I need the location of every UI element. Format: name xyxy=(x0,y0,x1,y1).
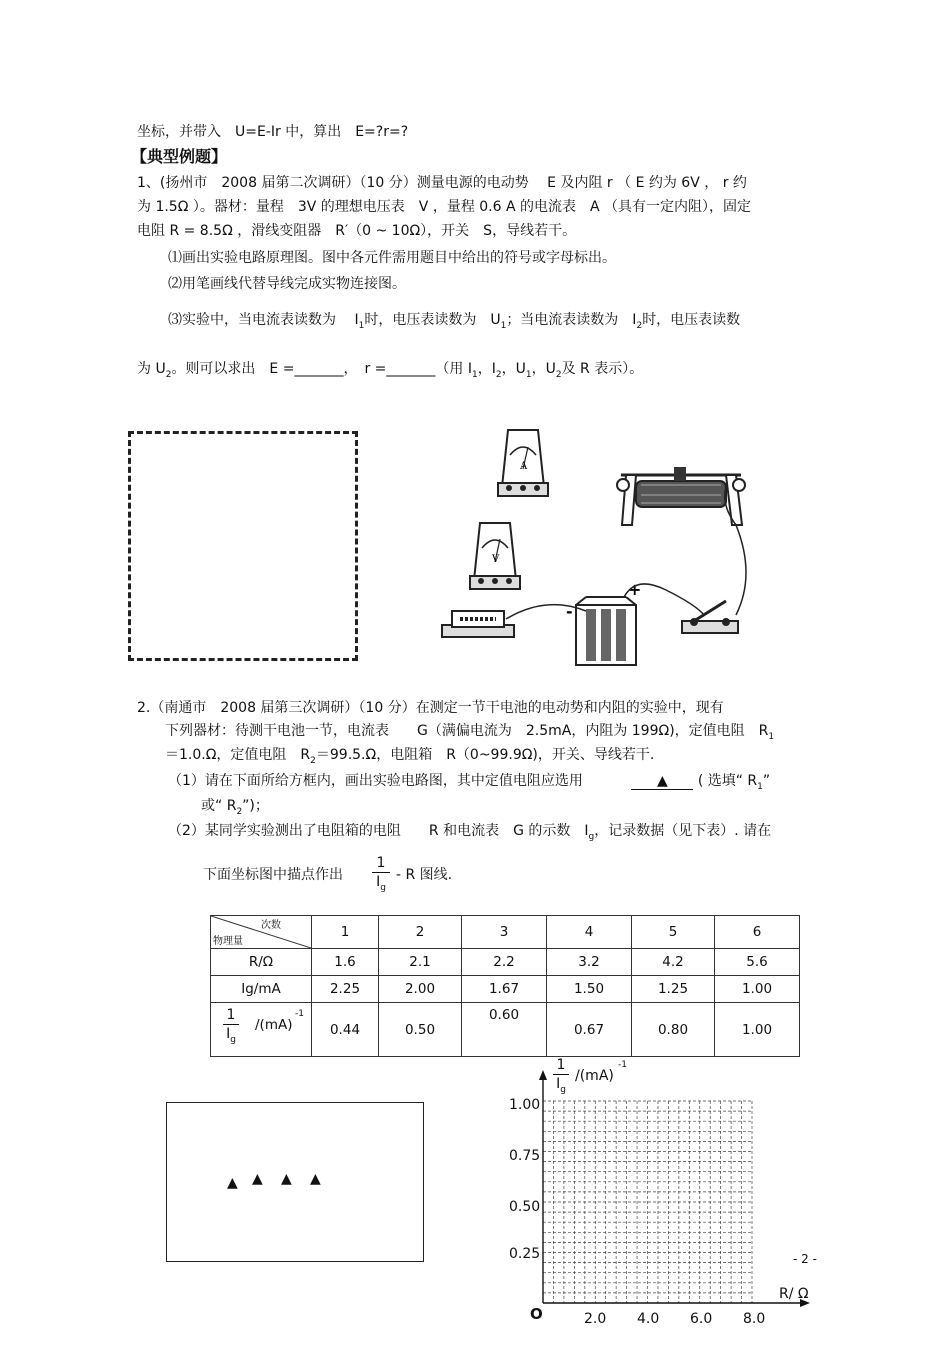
table-cell: 1.25 xyxy=(632,976,715,1003)
q1-sub3-line2: 为 $U_2$。则可以求出 E =_______， r =_______（用 $I_1$，$I_2$，$U_1$，$U_2$及 R 表示）。 xyxy=(137,361,644,380)
table-cell: 0.80 xyxy=(632,1003,715,1057)
row-label: R/Ω xyxy=(211,949,312,976)
row-label: Ig/mA xyxy=(211,976,312,1003)
table-cell: 2.2 xyxy=(462,949,547,976)
table-cell: 2.25 xyxy=(312,976,379,1003)
apparatus-illustration xyxy=(436,425,766,675)
q2-sub1-blank: ▲ xyxy=(631,773,693,790)
voltmeter-label: V xyxy=(492,554,500,565)
page-number: - 2 - xyxy=(793,1252,817,1266)
row3-unit: /(mA) xyxy=(255,1017,293,1033)
y-tick-label: 1.00 xyxy=(509,1097,541,1113)
triangle-icon: ▲ xyxy=(281,1171,292,1187)
battery-minus-label: - xyxy=(566,602,573,621)
table-row xyxy=(211,976,800,1003)
table-cell: 0.67 xyxy=(547,1003,632,1057)
q2-sub1-line2: 或“ $R_2$”)； xyxy=(201,798,269,817)
table-header-cell: 5 xyxy=(632,916,715,949)
y-tick-label: 0.75 xyxy=(509,1148,541,1164)
table-header-cell: 4 xyxy=(547,916,632,949)
table-cell: 2.00 xyxy=(379,976,462,1003)
grid-y-label-fraction: $\frac{1}{I_g}$ xyxy=(553,1056,569,1099)
q2-line1: 2.（南通市 2008 届第三次调研）（10 分）在测定一节干电池的电动势和内阻的实验中，现有 xyxy=(137,700,724,716)
table-cell: 0.60 xyxy=(462,1003,547,1057)
table-cell: 1.6 xyxy=(312,949,379,976)
origin-label: O xyxy=(530,1305,543,1323)
data-table xyxy=(210,915,800,1057)
q2-sub2-line2a: 下面坐标图中描点作出 xyxy=(203,867,343,883)
q2-line3: ＝1.0.Ω，定值电阻 $R_2=99.5.\Omega$，电阻箱 R（0~99.9Ω)，开关、导线若干. xyxy=(165,747,655,766)
ammeter-label: A xyxy=(520,461,528,472)
q1-line2: 为 1.5Ω ）。器材：量程 3V 的理想电压表 V ，量程 0.6 A 的电流表 A （具有一定内阻），固定 xyxy=(137,199,752,215)
q2-sub1-line1: （1）请在下面所给方框内，画出实验电路图，其中定值电阻应选用 ▲ ( 选填“ $R_1$” xyxy=(168,773,771,792)
section-title: 【典型例题】 xyxy=(131,147,228,166)
q1-line1: 1、(扬州市 2008 届第二次调研）（10 分）测量电源的电动势 E 及内阻 r （ E 约为 6V ， r 约 xyxy=(137,175,747,191)
fixed-resistor-icon xyxy=(442,611,514,637)
q2-fraction: $\frac{1}{I_g}$ xyxy=(372,854,390,897)
graph-grid xyxy=(530,1068,820,1308)
row3-fraction: $\frac{1}{I_g}$ xyxy=(223,1006,239,1049)
table-row xyxy=(211,949,800,976)
table-cell: 5.6 xyxy=(715,949,800,976)
triangle-icon: ▲ xyxy=(252,1171,263,1187)
q2-line2: 下列器材：待测干电池一节，电流表 G（满偏电流为 2.5mA，内阻为 199Ω)，定值电阻 $R_1$ xyxy=(165,723,775,742)
row-label xyxy=(211,1003,312,1057)
grid-y-exp: -1 xyxy=(618,1060,627,1070)
table-corner-cell xyxy=(211,916,312,949)
table-cell: 1.67 xyxy=(462,976,547,1003)
q2-sub2-line2b: - R 图线. xyxy=(396,867,453,883)
grid-y-unit: /(mA) xyxy=(575,1068,614,1084)
table-row xyxy=(211,1003,800,1057)
y-tick-label: 0.25 xyxy=(509,1246,541,1262)
x-tick-label: 4.0 xyxy=(637,1311,660,1327)
circuit-drawing-box xyxy=(128,431,358,661)
q1-line3: 电阻 R = 8.5Ω ，滑线变阻器 R′（0 ~ 10Ω），开关 S，导线若干。 xyxy=(137,223,577,239)
rheostat-icon xyxy=(617,467,745,525)
table-cell: 2.1 xyxy=(379,949,462,976)
q1-sub3-line1: ⑶实验中，当电流表读数为 $I_1$时，电压表读数为 $U_1$；当电流表读数为 $I_2$时，电压表读数 xyxy=(168,312,741,331)
table-cell: 1.50 xyxy=(547,976,632,1003)
table-header-cell: 3 xyxy=(462,916,547,949)
switch-icon xyxy=(682,601,738,633)
x-tick-label: 2.0 xyxy=(584,1311,607,1327)
q1-sub1: ⑴画出实验电路原理图。图中各元件需用题目中给出的符号或字母标出。 xyxy=(168,250,616,266)
battery-plus-label: + xyxy=(628,580,642,599)
table-cell: 3.2 xyxy=(547,949,632,976)
corner-top-label: 次数 xyxy=(261,920,281,931)
table-header-cell: 1 xyxy=(312,916,379,949)
x-axis-label: R/ Ω xyxy=(779,1286,809,1302)
table-header-row xyxy=(211,916,800,949)
battery-icon xyxy=(576,597,636,665)
q2-answer-box xyxy=(166,1102,424,1262)
table-header-cell: 6 xyxy=(715,916,800,949)
triangle-icon: ▲ xyxy=(227,1175,238,1191)
header-line: 坐标，并带入 U=E-Ir 中，算出 E=?r=? xyxy=(137,124,409,140)
table-cell: 4.2 xyxy=(632,949,715,976)
table-header-cell: 2 xyxy=(379,916,462,949)
corner-bottom-label: 物理量 xyxy=(213,936,243,947)
x-tick-label: 8.0 xyxy=(743,1311,766,1327)
q1-sub2: ⑵用笔画线代替导线完成实物连接图。 xyxy=(168,276,406,292)
y-tick-label: 0.50 xyxy=(509,1199,541,1215)
table-cell: 0.50 xyxy=(379,1003,462,1057)
table-cell: 1.00 xyxy=(715,1003,800,1057)
q2-sub2-line1: （2）某同学实验测出了电阻箱的电阻 R 和电流表 G 的示数 $I_g$，记录数据（见下表）. 请在 xyxy=(168,823,772,842)
table-cell: 1.00 xyxy=(715,976,800,1003)
triangle-icon: ▲ xyxy=(310,1171,321,1187)
table-cell: 0.44 xyxy=(312,1003,379,1057)
row3-exp: -1 xyxy=(295,1009,304,1019)
x-tick-label: 6.0 xyxy=(690,1311,713,1327)
